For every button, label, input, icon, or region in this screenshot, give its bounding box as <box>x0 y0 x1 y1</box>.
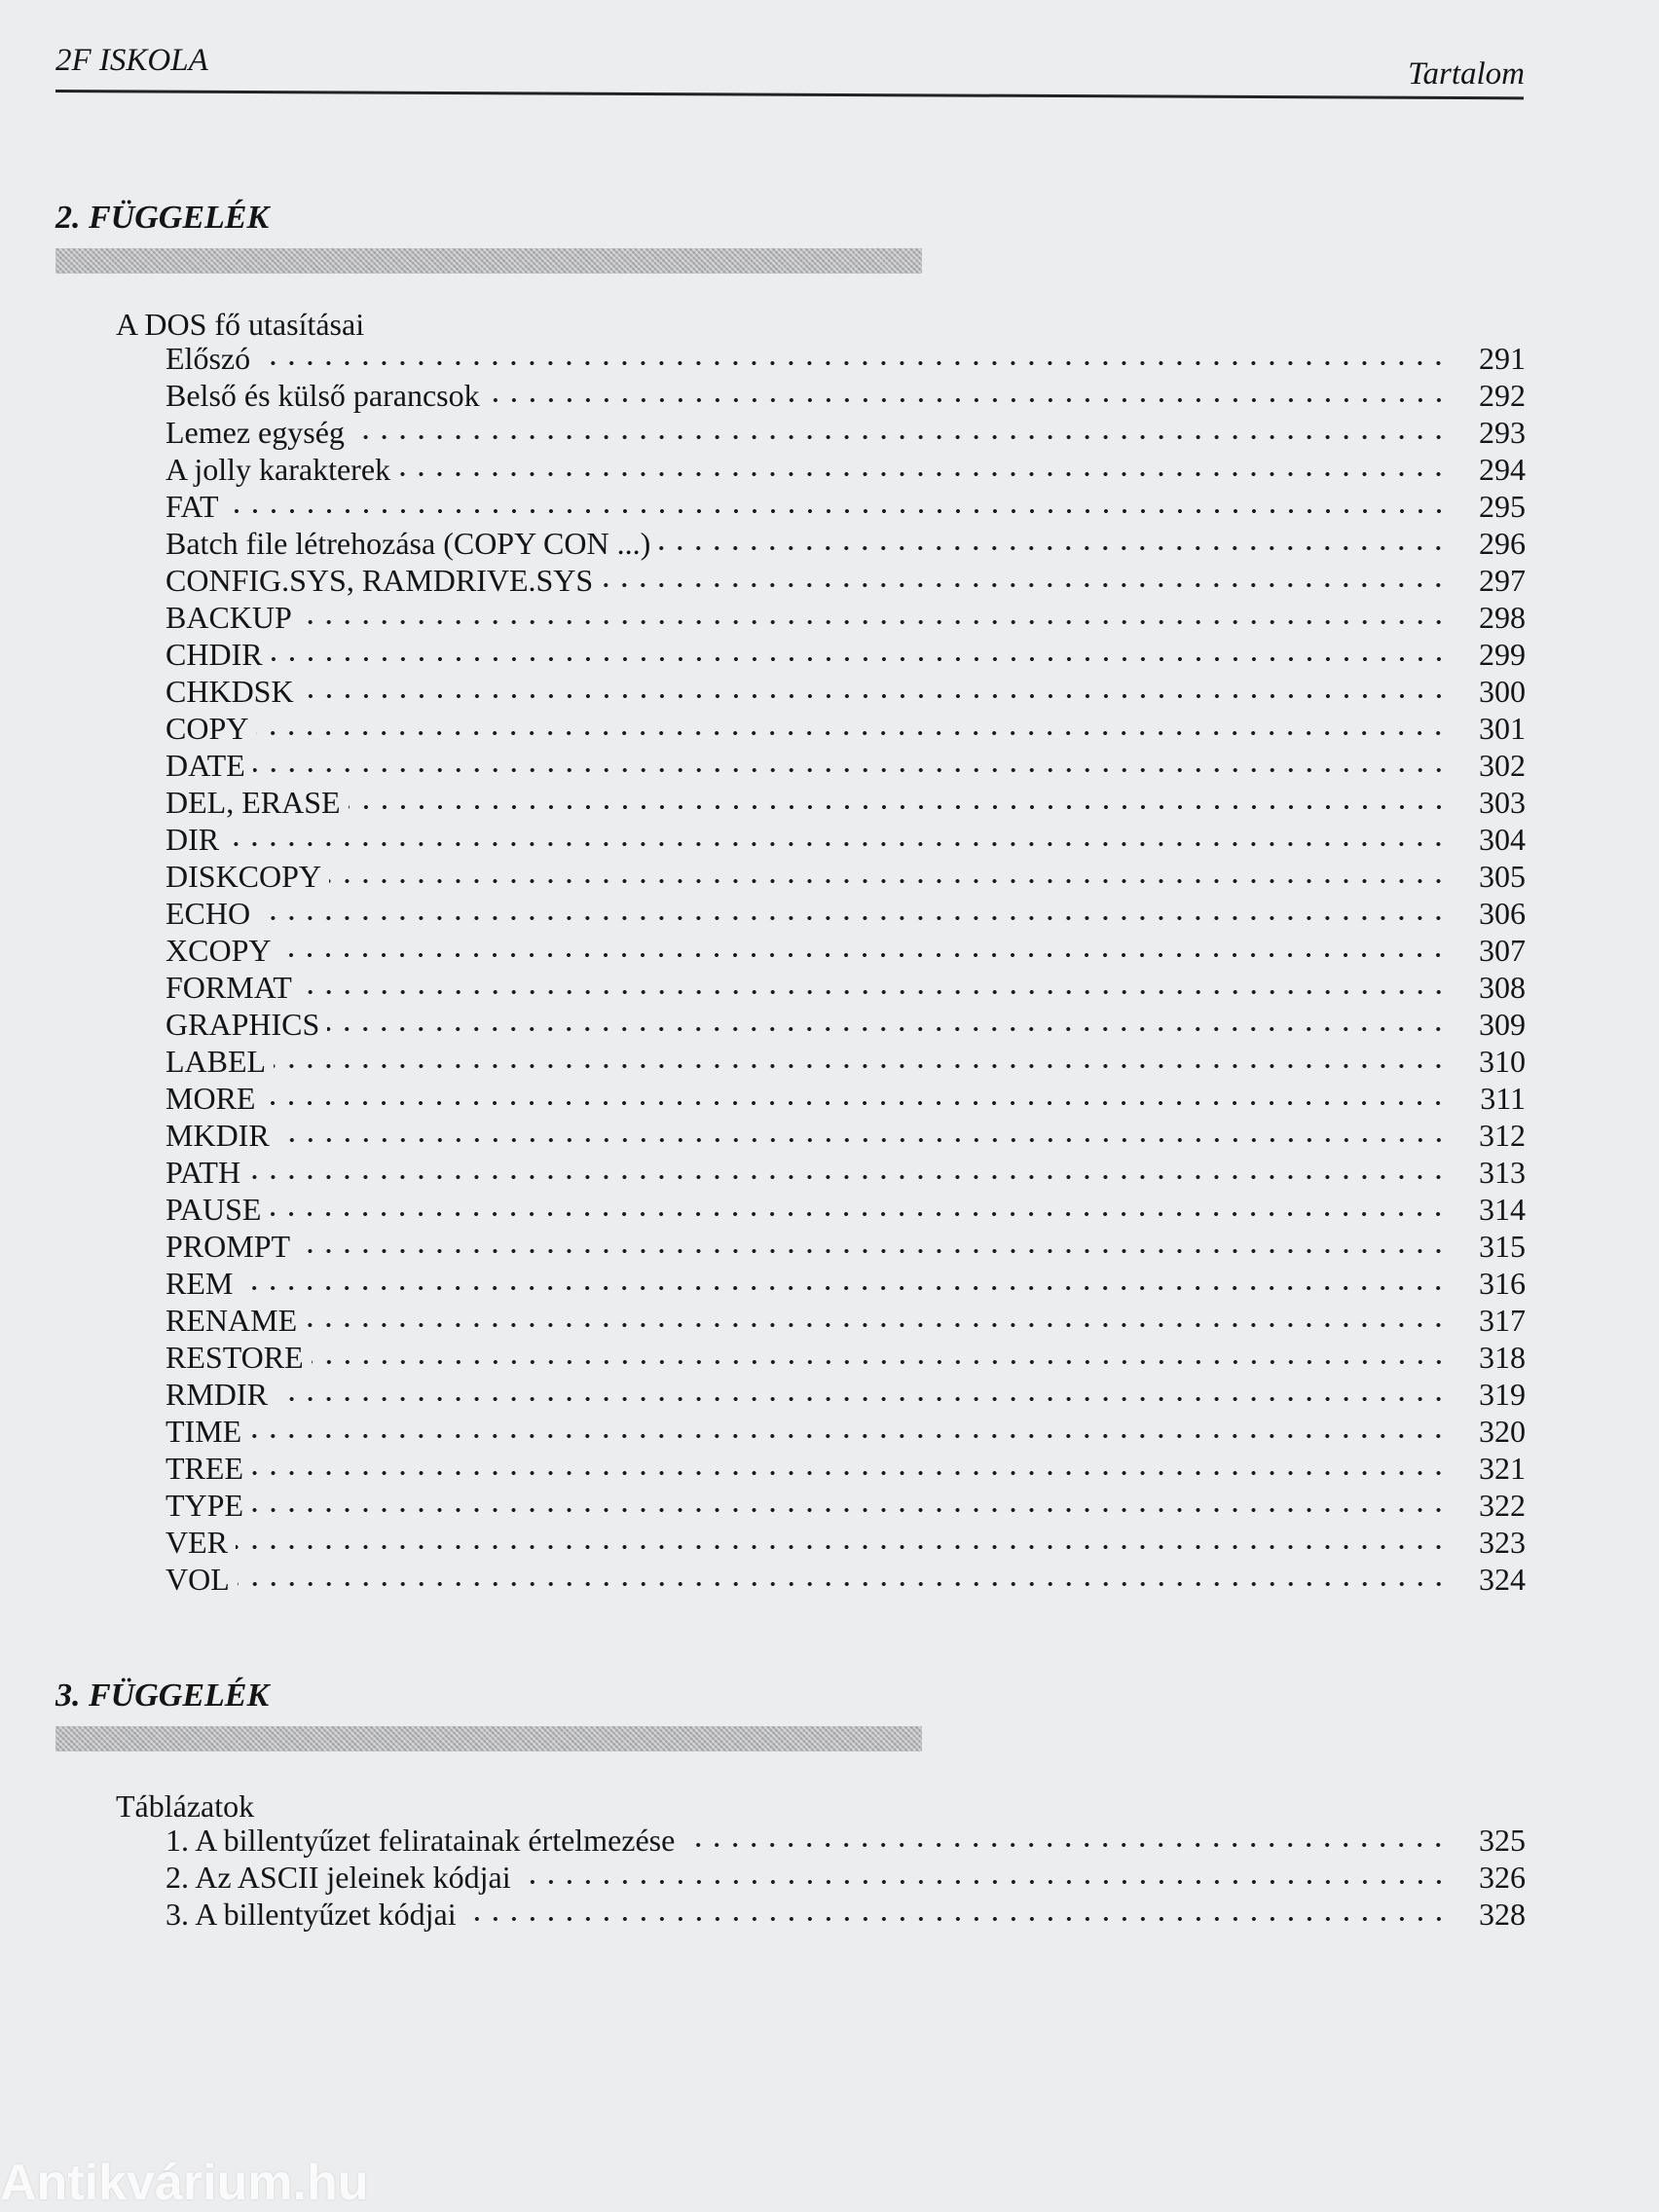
toc-entry-page-number: 300 <box>1479 674 1526 709</box>
dot-leader <box>277 1135 1448 1145</box>
dot-leader <box>327 1024 1448 1034</box>
dot-leader <box>278 950 1448 960</box>
appendix-2-toc-list <box>55 340 1526 1598</box>
toc-entry <box>166 1191 1526 1228</box>
toc-entry-page-number: 313 <box>1479 1155 1526 1190</box>
header-rule <box>55 90 1524 99</box>
toc-entry-page-number: 322 <box>1479 1488 1526 1523</box>
appendix-3-section <box>55 1679 1526 1933</box>
watermark: Antikvárium.hu <box>0 2155 369 2211</box>
toc-entry <box>166 1487 1526 1524</box>
toc-entry-label: FAT <box>166 489 219 524</box>
toc-entry <box>166 747 1526 784</box>
dot-leader <box>227 506 1448 516</box>
dot-leader <box>300 617 1448 627</box>
toc-entry <box>166 1154 1526 1191</box>
toc-entry <box>166 1822 1526 1859</box>
toc-entry-label: FORMAT <box>166 970 292 1005</box>
dot-leader <box>276 1394 1448 1404</box>
toc-entry-label: LABEL <box>166 1044 267 1079</box>
dot-leader <box>464 1914 1448 1924</box>
toc-entry-label: MORE <box>166 1081 256 1116</box>
toc-entry-page-number: 307 <box>1479 933 1526 968</box>
toc-entry-page-number: 301 <box>1479 711 1526 746</box>
toc-entry-page-number: 325 <box>1479 1823 1526 1858</box>
dot-leader <box>298 1246 1448 1256</box>
dot-leader <box>251 1468 1448 1478</box>
toc-entry-label: DIR <box>166 822 220 857</box>
toc-entry-label: GRAPHICS <box>166 1007 320 1042</box>
toc-entry-label: 2. Az ASCII jeleinek kódjai <box>166 1860 511 1895</box>
dot-leader <box>305 1320 1448 1330</box>
toc-entry <box>166 673 1526 710</box>
toc-entry-page-number: 291 <box>1479 341 1526 376</box>
dot-leader <box>519 1877 1448 1887</box>
toc-entry-label: TYPE <box>166 1488 243 1523</box>
toc-entry-label: Lemez egység <box>166 415 345 450</box>
dot-leader <box>256 728 1448 738</box>
toc-entry-page-number: 305 <box>1479 859 1526 894</box>
toc-entry-page-number: 309 <box>1479 1007 1526 1042</box>
toc-entry-label: ECHO <box>166 896 251 931</box>
toc-entry-label: CHKDSK <box>166 674 294 709</box>
toc-entry-page-number: 312 <box>1479 1118 1526 1153</box>
dot-leader <box>258 913 1448 923</box>
toc-entry <box>166 636 1526 673</box>
toc-entry-page-number: 292 <box>1479 378 1526 413</box>
toc-entry <box>166 821 1526 858</box>
toc-entry <box>166 1006 1526 1043</box>
toc-entry-page-number: 318 <box>1479 1340 1526 1375</box>
dot-leader <box>240 1283 1448 1293</box>
appendix-2-group-title: A DOS fő utasításai <box>116 307 365 342</box>
toc-entry-label: VOL <box>166 1562 230 1597</box>
toc-entry-page-number: 320 <box>1479 1414 1526 1449</box>
toc-entry-label: PAUSE <box>166 1192 262 1227</box>
toc-entry <box>166 488 1526 525</box>
toc-entry-label: A jolly karakterek <box>166 452 391 487</box>
toc-entry-page-number: 323 <box>1479 1525 1526 1560</box>
toc-entry <box>166 1080 1526 1117</box>
dot-leader <box>258 358 1448 368</box>
toc-entry <box>166 1859 1526 1896</box>
dot-leader <box>236 1542 1448 1552</box>
toc-entry <box>166 858 1526 895</box>
toc-entry-page-number: 294 <box>1479 452 1526 487</box>
dot-leader <box>300 987 1448 997</box>
dot-leader <box>398 469 1448 479</box>
toc-entry <box>166 1561 1526 1598</box>
dot-leader <box>302 691 1448 701</box>
toc-entry-page-number: 296 <box>1479 526 1526 561</box>
toc-entry <box>166 1524 1526 1561</box>
dot-leader <box>488 395 1448 405</box>
toc-entry <box>166 1339 1526 1376</box>
toc-entry-page-number: 306 <box>1479 896 1526 931</box>
toc-entry-label: DEL, ERASE <box>166 785 341 820</box>
toc-entry-page-number: 302 <box>1479 748 1526 783</box>
appendix-2-title: 2. FÜGGELÉK <box>55 200 270 236</box>
dot-leader <box>601 580 1448 590</box>
toc-entry-label: TREE <box>166 1451 243 1486</box>
toc-entry-label: CHDIR <box>166 637 263 672</box>
toc-entry <box>166 1413 1526 1450</box>
toc-entry-label: DISKCOPY <box>166 859 322 894</box>
dot-leader <box>227 839 1448 849</box>
toc-entry <box>166 340 1526 377</box>
dot-leader <box>352 432 1448 442</box>
toc-entry-label: CONFIG.SYS, RAMDRIVE.SYS <box>166 563 594 598</box>
toc-entry <box>166 599 1526 636</box>
dot-leader <box>274 1061 1448 1071</box>
toc-entry <box>166 1228 1526 1265</box>
toc-entry <box>166 710 1526 747</box>
toc-entry-page-number: 293 <box>1479 415 1526 450</box>
appendix-2-hatch-bar <box>55 248 922 274</box>
dot-leader <box>312 1357 1448 1367</box>
toc-entry <box>166 1117 1526 1154</box>
toc-entry <box>166 562 1526 599</box>
dot-leader <box>349 802 1448 812</box>
toc-entry <box>166 1896 1526 1933</box>
toc-entry-label: REM <box>166 1266 234 1301</box>
toc-entry <box>166 451 1526 488</box>
toc-entry-label: Belső és külső parancsok <box>166 378 480 413</box>
toc-entry-page-number: 316 <box>1479 1266 1526 1301</box>
toc-entry <box>166 414 1526 451</box>
toc-entry-label: RMDIR <box>166 1377 268 1412</box>
toc-entry-label: PROMPT <box>166 1229 291 1264</box>
toc-entry-label: Batch file létrehozása (COPY CON ...) <box>166 526 651 561</box>
toc-entry <box>166 895 1526 932</box>
toc-entry <box>166 377 1526 414</box>
dot-leader <box>251 1505 1448 1515</box>
toc-entry-page-number: 317 <box>1479 1303 1526 1338</box>
toc-entry-label: VER <box>166 1525 228 1560</box>
toc-entry <box>166 969 1526 1006</box>
toc-entry <box>166 1450 1526 1487</box>
toc-entry-label: MKDIR <box>166 1118 270 1153</box>
toc-entry-page-number: 298 <box>1479 600 1526 635</box>
toc-entry-label: Előszó <box>166 341 251 376</box>
toc-entry-label: PATH <box>166 1155 241 1190</box>
toc-entry-page-number: 319 <box>1479 1377 1526 1412</box>
appendix-3-toc-list <box>55 1822 1526 1933</box>
toc-entry-label: 3. A billentyűzet kódjai <box>166 1897 457 1932</box>
toc-entry-label: 1. A billentyűzet feliratainak értelmezése <box>166 1823 676 1858</box>
toc-entry-page-number: 328 <box>1479 1897 1526 1932</box>
toc-entry <box>166 1265 1526 1302</box>
running-header-right: Tartalom <box>1408 56 1525 92</box>
dot-leader <box>658 543 1448 553</box>
toc-entry <box>166 1043 1526 1080</box>
toc-entry-page-number: 315 <box>1479 1229 1526 1264</box>
toc-entry-page-number: 295 <box>1479 489 1526 524</box>
running-header-left: 2F ISKOLA <box>55 43 208 78</box>
toc-entry <box>166 1302 1526 1339</box>
toc-entry-label: COPY <box>166 711 249 746</box>
toc-entry-label: RESTORE <box>166 1340 304 1375</box>
appendix-2-section <box>55 202 1526 1598</box>
toc-entry-label: BACKUP <box>166 600 292 635</box>
toc-entry <box>166 784 1526 821</box>
toc-entry <box>166 525 1526 562</box>
toc-entry-label: RENAME <box>166 1303 298 1338</box>
appendix-3-group-title: Táblázatok <box>116 1788 255 1824</box>
toc-entry-page-number: 314 <box>1479 1192 1526 1227</box>
toc-entry <box>166 932 1526 969</box>
toc-entry-label: TIME <box>166 1414 242 1449</box>
toc-entry-page-number: 321 <box>1479 1451 1526 1486</box>
toc-entry <box>166 1376 1526 1413</box>
dot-leader <box>248 1172 1448 1182</box>
toc-entry-page-number: 297 <box>1479 563 1526 598</box>
dot-leader <box>269 1209 1448 1219</box>
dot-leader <box>682 1840 1448 1850</box>
toc-entry-label: XCOPY <box>166 933 272 968</box>
dot-leader <box>238 1579 1448 1589</box>
dot-leader <box>249 1431 1448 1441</box>
dot-leader <box>263 1098 1448 1108</box>
toc-entry-page-number: 311 <box>1480 1081 1526 1116</box>
toc-entry-page-number: 299 <box>1479 637 1526 672</box>
toc-entry-page-number: 324 <box>1479 1562 1526 1597</box>
dot-leader <box>329 876 1448 886</box>
toc-entry-page-number: 304 <box>1479 822 1526 857</box>
toc-entry-page-number: 326 <box>1479 1860 1526 1895</box>
dot-leader <box>271 654 1448 664</box>
toc-entry-page-number: 308 <box>1479 970 1526 1005</box>
toc-entry-page-number: 310 <box>1479 1044 1526 1079</box>
toc-entry-page-number: 303 <box>1479 785 1526 820</box>
dot-leader <box>253 765 1448 775</box>
toc-entry-label: DATE <box>166 748 245 783</box>
appendix-3-hatch-bar <box>55 1726 922 1751</box>
appendix-3-title: 3. FÜGGELÉK <box>55 1677 270 1714</box>
